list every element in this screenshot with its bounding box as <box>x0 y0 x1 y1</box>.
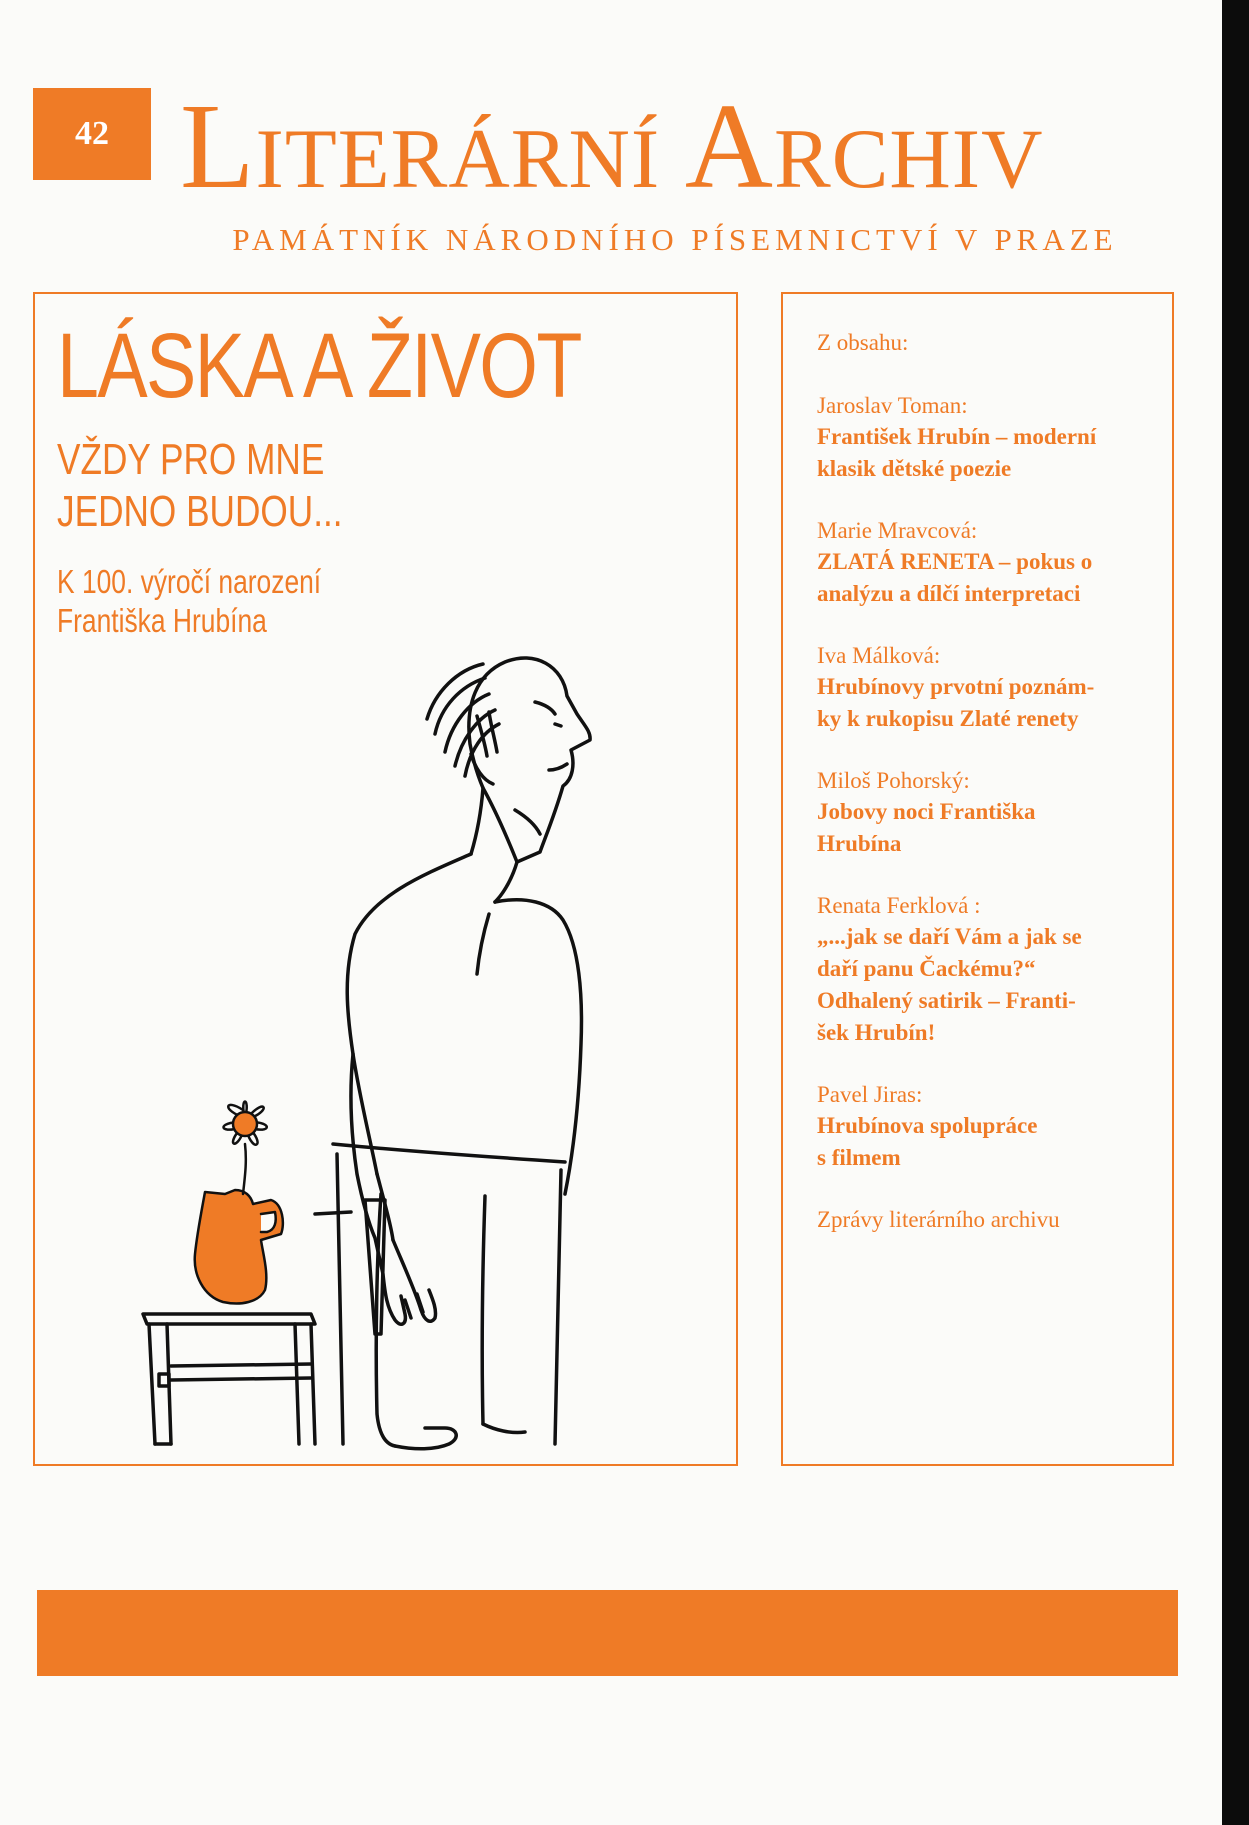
anniversary-note <box>57 562 321 640</box>
contents-entry <box>817 390 1157 485</box>
contents-list <box>817 390 1157 1235</box>
entry-author: Renata Ferklová : <box>817 893 981 918</box>
entry-title-line: Hrubínovy prvotní poznám- <box>817 674 1095 699</box>
entry-author: Jaroslav Toman: <box>817 393 968 418</box>
feature-subhead <box>57 434 343 538</box>
subhead-line: JEDNO BUDOU... <box>57 487 343 536</box>
issue-number-badge <box>33 88 151 180</box>
entry-title-line: šek Hrubín! <box>817 1020 936 1045</box>
contents-entry <box>817 765 1157 860</box>
bottom-color-bar <box>37 1590 1178 1676</box>
entry-title-line: Odhalený satirik – Franti- <box>817 988 1076 1013</box>
entry-author: Marie Mravcová: <box>817 518 978 543</box>
entry-title-line: analýzu a dílčí interpretaci <box>817 581 1081 606</box>
entry-title-line: František Hrubín – moderní <box>817 424 1097 449</box>
entry-title-line: „...jak se daří Vám a jak se <box>817 924 1082 949</box>
feature-panel <box>33 292 738 1466</box>
anniversary-line: Františka Hrubína <box>57 602 267 639</box>
entry-author: Miloš Pohorský: <box>817 768 970 793</box>
contents-footer: Zprávy literárního archivu <box>817 1207 1060 1232</box>
entry-author: Iva Málková: <box>817 643 941 668</box>
contents-entry <box>817 890 1157 1049</box>
entry-title-line: klasik dětské poezie <box>817 456 1012 481</box>
subhead-line: VŽDY PRO MNE <box>57 435 325 484</box>
entry-title-line: daří panu Čackému?“ <box>817 956 1036 981</box>
entry-title-line: Hrubína <box>817 831 902 856</box>
masthead-title: Literární Archiv <box>180 82 1044 212</box>
contents-heading: Z obsahu: <box>817 330 909 355</box>
contents-panel <box>781 292 1174 1466</box>
contents-entry <box>817 515 1157 610</box>
contents-entry <box>817 640 1157 735</box>
issue-number: 42 <box>75 115 109 152</box>
feature-headline: LÁSKA A ŽIVOT <box>57 315 581 417</box>
contents-entry <box>817 1079 1157 1174</box>
anniversary-line: K 100. výročí narození <box>57 563 322 600</box>
entry-title-line: Hrubínova spolupráce <box>817 1113 1038 1138</box>
entry-author: Pavel Jiras: <box>817 1082 923 1107</box>
entry-title-line: ZLATÁ RENETA – pokus o <box>817 549 1093 574</box>
entry-title-line: ky k rukopisu Zlaté renety <box>817 706 1079 731</box>
entry-title-line: s filmem <box>817 1145 901 1170</box>
masthead-subtitle: PAMÁTNÍK NÁRODNÍHO PÍSEMNICTVÍ V PRAZE <box>232 222 1118 257</box>
entry-title-line: Jobovy noci Františka <box>817 799 1036 824</box>
